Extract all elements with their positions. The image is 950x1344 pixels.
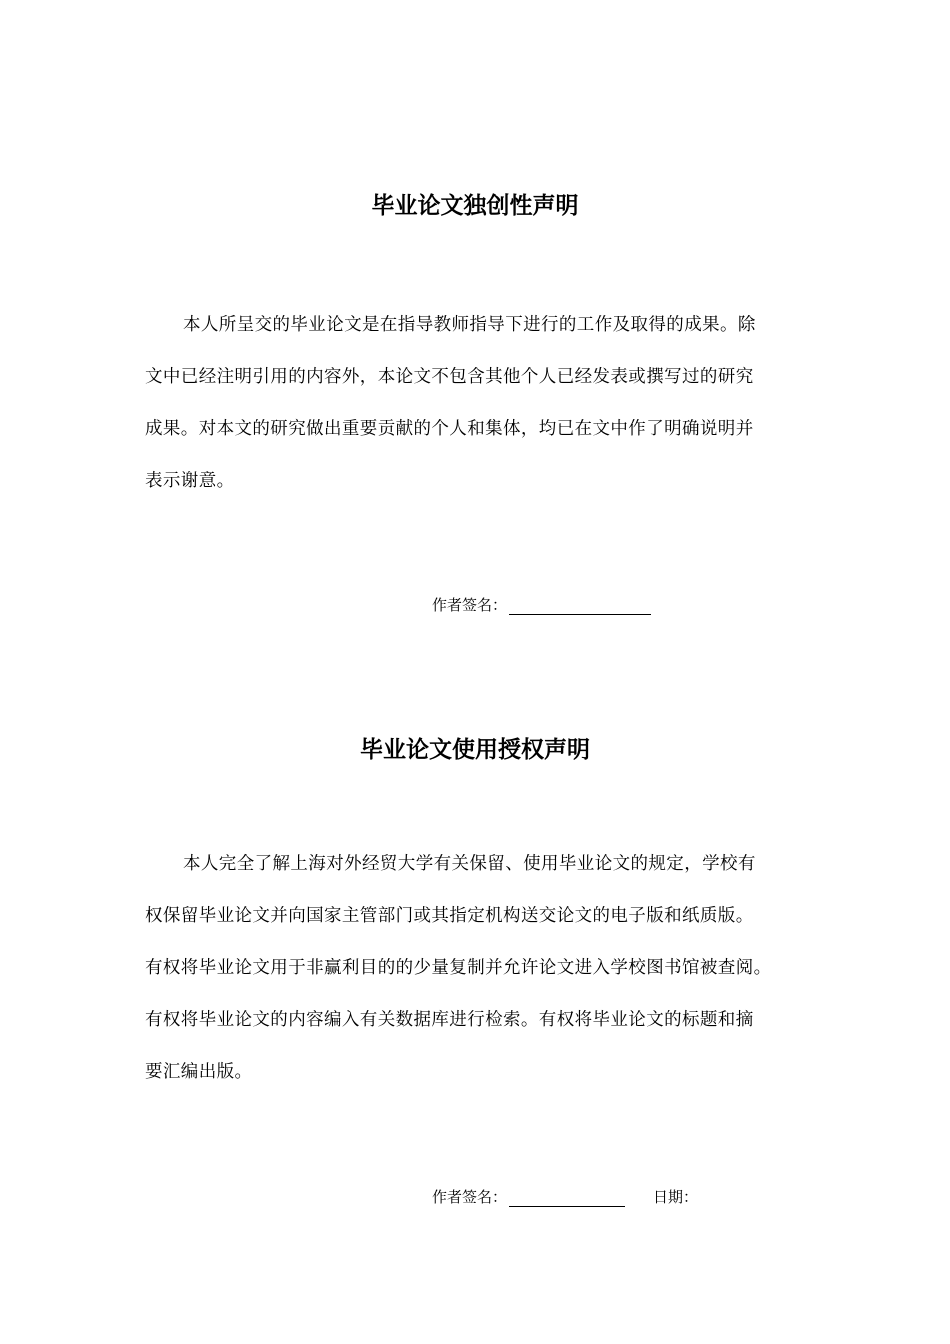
originality-signature <box>432 595 651 615</box>
authorization-statement <box>145 838 772 1098</box>
originality-title: 毕业论文独创性声明 <box>371 193 579 219</box>
signature-blank[interactable] <box>509 1190 625 1207</box>
originality-statement <box>145 299 756 507</box>
statement-line: 本人完全了解上海对外经贸大学有关保留、使用毕业论文的规定，学校有 <box>183 854 756 874</box>
statement-line: 权保留毕业论文并向国家主管部门或其指定机构送交论文的电子版和纸质版。 <box>145 906 754 926</box>
statement-line: 成果。对本文的研究做出重要贡献的个人和集体，均已在文中作了明确说明并 <box>145 419 754 439</box>
authorization-signature <box>432 1187 698 1207</box>
statement-line: 本人所呈交的毕业论文是在指导教师指导下进行的工作及取得的成果。除 <box>183 315 756 335</box>
signature-label: 作者签名： <box>432 596 508 614</box>
statement-line: 表示谢意。 <box>145 471 235 491</box>
signature-blank[interactable] <box>509 598 651 615</box>
authorization-title: 毕业论文使用授权声明 <box>360 737 590 763</box>
statement-line: 要汇编出版。 <box>145 1062 253 1082</box>
date-label: 日期： <box>653 1188 699 1206</box>
statement-line: 有权将毕业论文的内容编入有关数据库进行检索。有权将毕业论文的标题和摘 <box>145 1010 754 1030</box>
statement-line: 文中已经注明引用的内容外，本论文不包含其他个人已经发表或撰写过的研究 <box>145 367 754 387</box>
statement-line: 有权将毕业论文用于非赢利目的的少量复制并允许论文进入学校图书馆被查阅。 <box>145 958 772 978</box>
signature-label: 作者签名： <box>432 1188 508 1206</box>
